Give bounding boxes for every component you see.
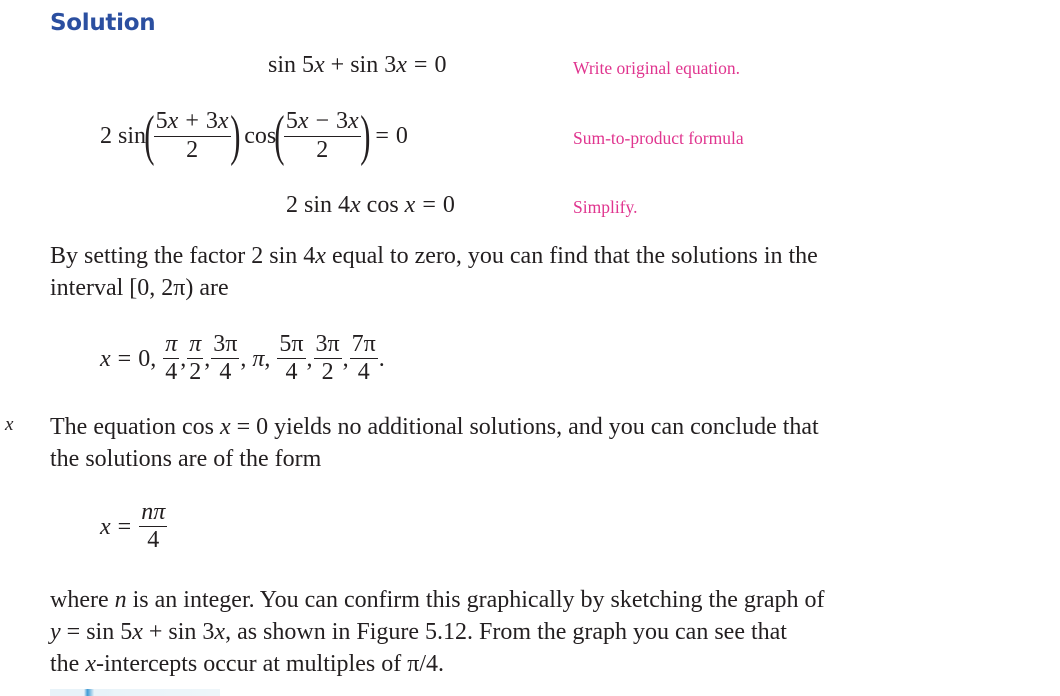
left-paren: ( [274, 105, 285, 167]
solutions-equals: = [117, 345, 132, 372]
eq3-var-a: x [350, 192, 361, 218]
eq3-var-b: x [404, 192, 416, 218]
frac2-var-b: x [348, 108, 359, 135]
general-num: nπ [139, 500, 167, 527]
sol2-den: 2 [189, 359, 202, 386]
comma: , [306, 345, 313, 372]
fraction-difference [284, 109, 361, 162]
general-var: x [100, 513, 111, 540]
comma: , [240, 345, 253, 372]
eq1-rhs: 0 [434, 52, 447, 78]
p1-var: x [315, 243, 326, 269]
paragraph1-line2: interval [0, 2π) are [50, 275, 229, 301]
paragraph2-line1 [50, 411, 819, 443]
solution-pi-4 [163, 332, 179, 385]
frac2-var-a: x [297, 108, 309, 135]
comma: , [180, 345, 187, 372]
sol6-num: 3π [314, 332, 342, 359]
right-paren: ) [359, 105, 371, 167]
sol5-den: 4 [285, 359, 298, 386]
comma: , [204, 345, 211, 372]
frac2-den: 2 [316, 136, 329, 163]
paragraph3-line3 [50, 648, 825, 680]
sol7-den: 4 [357, 359, 370, 386]
fraction-n-pi-over-4 [139, 500, 167, 553]
eq2-rhs: 0 [395, 123, 408, 149]
general-solution [100, 500, 168, 553]
paragraph3-line2 [50, 616, 825, 648]
comma: , [150, 345, 163, 372]
p1-text-b: equal to zero, you can find that the solutions in the [325, 243, 818, 269]
p2-var: x [219, 414, 231, 440]
p3-var-x3: x [85, 651, 96, 677]
sol2-num: π [187, 332, 203, 359]
eq3-text-a: 2 sin 4 [286, 192, 351, 218]
annotation-simplify: Simplify. [573, 197, 638, 217]
eq3-equals: = [422, 192, 436, 218]
frac1-var-a: x [167, 108, 179, 135]
eq1-plus: + [324, 52, 351, 78]
sol3-num: 3π [211, 332, 239, 359]
solution-3pi-4 [211, 332, 239, 385]
solutions-var: x [100, 345, 111, 372]
solutions-list [100, 332, 385, 385]
sol6-den: 2 [321, 359, 334, 386]
paragraph-setting-factor [50, 240, 818, 304]
eq2-coef: 2 sin [100, 123, 147, 149]
comma: , [342, 345, 349, 372]
equation-original [268, 53, 446, 77]
p3-text-c: = sin 5 [60, 619, 133, 645]
p3-var-x1: x [132, 619, 143, 645]
figure-banner-fragment [50, 689, 220, 696]
paragraph1-line1 [50, 240, 818, 272]
eq1-term-a: sin 5 [268, 52, 315, 78]
p3-text-b: is an integer. You can confirm this graphically by sketching the graph of [126, 587, 825, 613]
frac2-num-a: 5 [285, 108, 298, 135]
annotation-sum-to-product: Sum-to-product formula [573, 128, 744, 148]
eq3-rhs: 0 [442, 192, 455, 218]
frac1-num-b: 3 [205, 108, 218, 135]
p3-var-x2: x [214, 619, 226, 645]
equation-sum-to-product [100, 105, 408, 167]
frac2-num-b: 3 [336, 108, 349, 135]
frac1-var-b: x [217, 108, 229, 135]
eq2-cos: cos [244, 123, 277, 149]
p1-text-a: By setting the factor 2 sin 4 [50, 243, 316, 269]
solution-pi: π [252, 345, 265, 372]
eq1-var-b: x [396, 52, 407, 78]
period: . [378, 345, 385, 372]
annotation-original: Write original equation. [573, 58, 740, 78]
left-paren: ( [144, 105, 155, 167]
sol7-num: 7π [350, 332, 378, 359]
frac2-op: − [315, 108, 330, 135]
general-equals: = [117, 513, 132, 540]
frac1-den: 2 [186, 136, 199, 163]
solution-7pi-4 [350, 332, 378, 385]
p3-var-n: n [114, 587, 127, 613]
fraction-sum [154, 109, 231, 162]
comma: , [264, 345, 277, 372]
p3-text-g: -intercepts occur at multiples of π/4. [95, 651, 444, 677]
right-paren: ) [229, 105, 240, 167]
p3-text-d: + sin 3 [142, 619, 215, 645]
p3-text-f: the [50, 651, 86, 677]
eq1-equals: = [413, 52, 428, 78]
frac1-op: + [185, 108, 199, 135]
solution-3pi-2 [314, 332, 342, 385]
solution-5pi-4 [277, 332, 305, 385]
margin-label: x [5, 414, 14, 435]
p2-text-a: The equation cos [50, 414, 220, 440]
eq2-equals: = [375, 123, 389, 149]
paragraph3-line1 [50, 584, 825, 616]
general-den: 4 [147, 527, 160, 554]
p3-text-e: , as shown in Figure 5.12. From the graph you can see that [225, 619, 787, 645]
sol5-num: 5π [277, 332, 305, 359]
paragraph-cos-equation [50, 411, 819, 475]
solution-0: 0 [138, 345, 151, 372]
eq1-var-a: x [314, 52, 325, 78]
p2-text-b: = 0 yields no additional solutions, and you can conclude that [230, 414, 819, 440]
eq1-term-b: sin 3 [350, 52, 397, 78]
frac1-num-a: 5 [155, 108, 168, 135]
solution-pi-2 [187, 332, 203, 385]
p3-var-y: y [50, 619, 61, 645]
sol1-den: 4 [165, 359, 178, 386]
paragraph2-line2: the solutions are of the form [50, 446, 322, 472]
paragraph-confirm-graphically [50, 584, 825, 680]
equation-simplified [286, 193, 455, 217]
eq3-text-b: cos [360, 192, 405, 218]
sol3-den: 4 [219, 359, 232, 386]
sol1-num: π [163, 332, 179, 359]
section-title: Solution [50, 10, 156, 36]
p3-text-a: where [50, 587, 115, 613]
